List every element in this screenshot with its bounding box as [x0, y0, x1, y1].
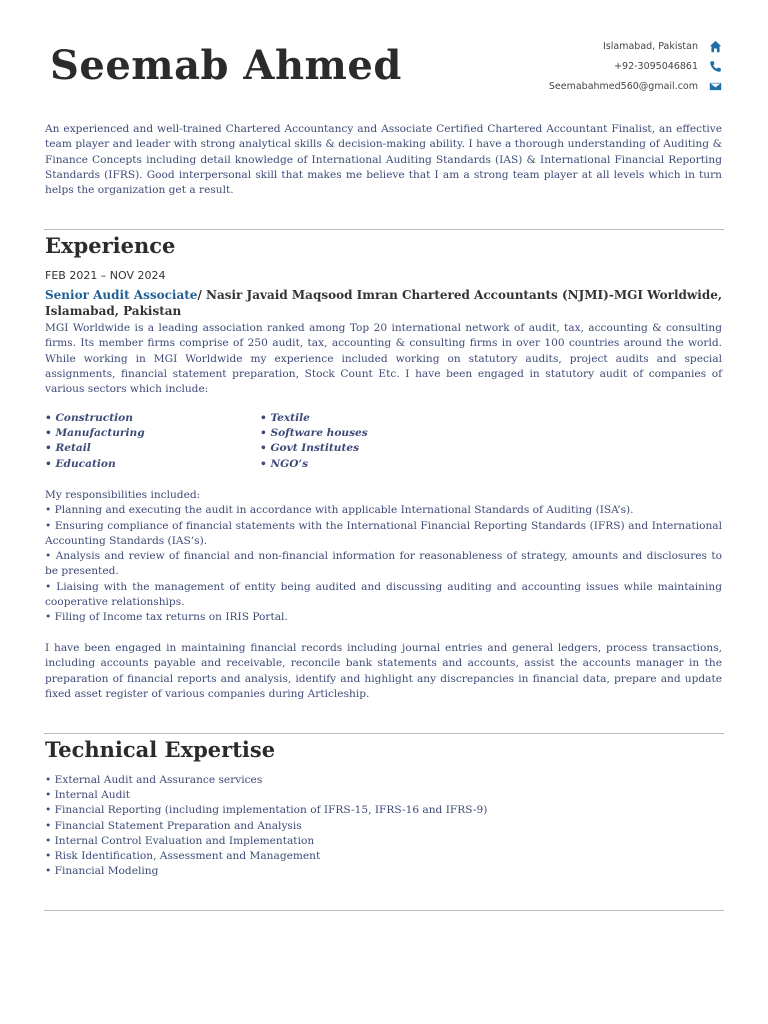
skill-item: • Risk Identification, Assessment and Management	[45, 850, 321, 863]
section-divider	[44, 910, 724, 911]
contact-block	[422, 36, 722, 96]
responsibilities-intro: My responsibilities included:	[45, 489, 201, 501]
technical-expertise-heading: Technical Expertise	[45, 737, 276, 762]
responsibility-item: • Liaising with the management of entity being audited and discussing auditing and accounting issues while maintaining cooperative relationships.	[45, 580, 722, 609]
skill-item: • External Audit and Assurance services	[45, 774, 263, 786]
technical-expertise-list	[45, 773, 722, 879]
email-text[interactable]: Seemabahmed560@gmail.com	[548, 80, 698, 92]
contact-phone	[422, 56, 722, 76]
employment-dates: FEB 2021 – NOV 2024	[45, 269, 166, 282]
experience-heading: Experience	[45, 233, 176, 258]
sector-row	[45, 412, 445, 427]
email-icon	[708, 79, 722, 93]
sector-row	[45, 427, 445, 442]
location-text: Islamabad, Pakistan	[603, 40, 698, 52]
contact-email	[422, 76, 722, 96]
sector-item: • Construction	[45, 412, 133, 424]
phone-icon	[708, 59, 722, 73]
sector-item: • Software houses	[260, 427, 368, 440]
sector-row	[45, 458, 445, 473]
skill-item: • Internal Control Evaluation and Implementation	[45, 834, 315, 847]
sector-row	[45, 442, 445, 457]
responsibility-item: • Ensuring compliance of financial statements with the International Financial Reporting Standards (IFRS) and International Accounting Standards (IAS’s).	[45, 519, 722, 547]
sector-item: • Retail	[45, 442, 91, 455]
sector-item: • Manufacturing	[45, 427, 145, 440]
skill-item: • Financial Statement Preparation and Analysis	[45, 819, 302, 832]
skill-item: • Internal Audit	[45, 789, 131, 802]
skill-item: • Financial Modeling	[45, 865, 159, 878]
contact-location	[422, 36, 722, 56]
home-icon	[708, 39, 722, 53]
phone-text[interactable]: +92-3095046861	[614, 60, 698, 72]
responsibility-item: • Filing of Income tax returns on IRIS Portal.	[45, 611, 288, 624]
sector-item: • Education	[45, 457, 116, 470]
candidate-name: Seemab Ahmed	[50, 42, 402, 89]
employer-description: MGI Worldwide is a leading association ranked among Top 20 international network of audit, tax, accounting & consulting firms. Its member firms comprise of 250 audit, tax, accounting & consulting firms in over 100 countries around the world. While working in MGI Worldwide my experience included working on statutory audits, project audits and special assignments, financial statement preparation, Stock Count Etc. I have been engaged in statutory audit of companies of various sectors which include:	[45, 322, 722, 396]
responsibilities-list	[45, 488, 722, 626]
responsibility-item: • Planning and executing the audit in accordance with applicable International Standards of Auditing (ISA’s).	[45, 504, 634, 517]
sector-item: • Textile	[260, 412, 310, 424]
sector-item: • Govt Institutes	[260, 442, 360, 455]
job-role: Senior Audit Associate	[45, 288, 198, 302]
articleship-paragraph: I have been engaged in maintaining financial records including journal entries and general ledgers, process transactions, including accounts payable and receivable, reconcile bank statements and accounts, assist the accounts manager in the preparation of financial reports and analysis, identify and highlight any discrepancies in financial data, prepare and update fixed asset register of various companies during Articleship.	[45, 642, 722, 700]
skill-item: • Financial Reporting (including implementation of IFRS-15, IFRS-16 and IFRS-9)	[45, 804, 488, 817]
sector-item: • NGO’s	[260, 457, 309, 470]
professional-summary: An experienced and well-trained Chartered Accountancy and Associate Certified Chartered Accountant Finalist, an effective team player and leader with strong analytical skills & decision-making ability. I have a thorough understanding of Auditing & Finance Concepts including detail knowledge of International Auditing Standards (IAS) & International Financial Reporting Standards (IFRS). Good interpersonal skill that makes me believe that I am a strong team player at all levels which in turn helps the organization get a result.	[45, 123, 722, 197]
section-divider	[44, 229, 724, 230]
sectors-list	[45, 412, 445, 473]
responsibility-item: • Analysis and review of financial and non-financial information for reasonableness of strategy, amounts and disclosures to be presented.	[45, 550, 722, 578]
section-divider	[44, 733, 724, 734]
job-title	[45, 288, 722, 319]
job-employer: / Nasir Javaid Maqsood Imran Chartered Accountants (NJMI)-MGI Worldwide, Islamabad, Pakistan	[45, 288, 723, 318]
